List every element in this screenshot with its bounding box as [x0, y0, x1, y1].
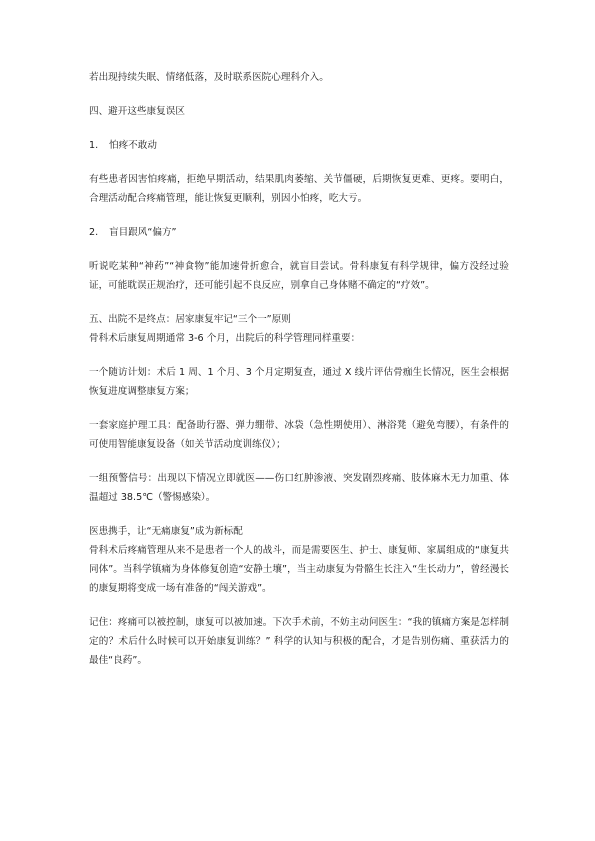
paragraph-recovery-community: 骨科术后疼痛管理从来不是患者一个人的战斗，而是需要医生、护士、康复师、家属组成的“康复共同体”。当科学镇痛为身体修复创造“安静土壤”，当主动康复为骨骼生长注入“生长动力”，曾经漫长的康复期将变成一场有准备的“闯关游戏”。 — [89, 545, 509, 594]
paragraph-follow-up-plan: 一个随访计划：术后 1 周、1 个月、3 个月定期复查，通过 X 线片评估骨痂生长情况，医生会根据恢复进度调整康复方案； — [89, 367, 509, 397]
section-heading-home-recovery: 五、出院不是终点：居家康复牢记“三个一”原则 — [89, 314, 291, 325]
section-heading-misconceptions: 四、避开这些康复误区 — [89, 106, 185, 117]
numbered-item-2 — [89, 223, 509, 242]
item-title: 盲目跟风“偏方” — [109, 227, 177, 238]
numbered-item-1 — [89, 136, 509, 155]
section-heading-painless-recovery: 医患携手，让“无痛康复”成为新标配 — [89, 526, 243, 537]
item-number: 1. — [89, 140, 99, 151]
document-content — [89, 68, 509, 685]
paragraph-recovery-period: 骨科术后康复周期通常 3-6 个月，出院后的科学管理同样重要： — [89, 333, 361, 344]
paragraph-fear-of-pain: 有些患者因害怕疼痛，拒绝早期活动，结果肌肉萎缩、关节僵硬，后期恢复更难、更疼。要明白，合理活动配合疼痛管理，能让恢复更顺利，别因小怕疼，吃大亏。 — [89, 174, 509, 204]
item-title: 怕疼不敢动 — [109, 140, 157, 151]
paragraph-home-care-tools: 一套家庭护理工具：配备助行器、弹力绷带、冰袋（急性期使用）、淋浴凳（避免弯腰），有条件的可使用智能康复设备（如关节活动度训练仪）； — [89, 420, 509, 450]
paragraph-psychology-referral: 若出现持续失眠、情绪低落，及时联系医院心理科介入。 — [89, 72, 329, 83]
paragraph-folk-remedies: 听说吃某种“神药”“神食物”能加速骨折愈合，就盲目尝试。骨科康复有科学规律，偏方没经过验证，可能耽误正规治疗，还可能引起不良反应，别拿自己身体赌不确定的“疗效”。 — [89, 261, 509, 291]
item-number: 2. — [89, 227, 99, 238]
paragraph-closing: 记住：疼痛可以被控制，康复可以被加速。下次手术前，不妨主动问医生：“我的镇痛方案是怎样制定的？术后什么时候可以开始康复训练？” 科学的认知与积极的配合，才是告别伤痛、重获活力的最佳“良药”。 — [89, 617, 509, 666]
paragraph-warning-signs: 一组预警信号：出现以下情况立即就医——伤口红肿渗液、突发剧烈疼痛、肢体麻木无力加重、体温超过 38.5℃（警惕感染）。 — [89, 473, 509, 503]
